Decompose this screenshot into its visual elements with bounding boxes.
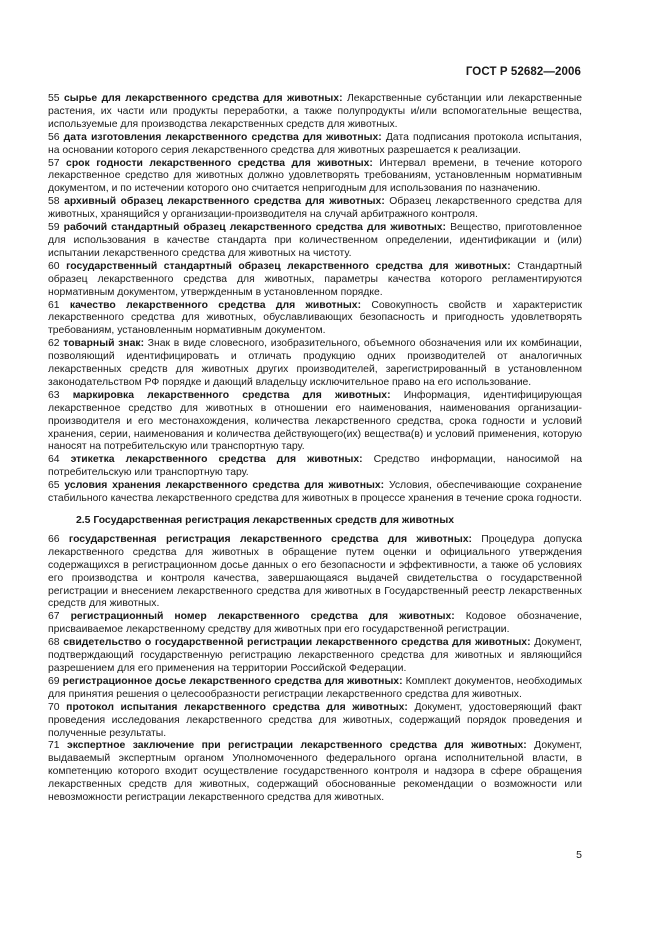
term-definition: Интервал времени, в течение которого лекарственное средство для животных должно удовлетворять требованиям, установленным нормативным документом, и по истечении которого оно считается непригодным для использования по назначению. <box>48 157 582 195</box>
term-name: качество лекарственного средства для животных: <box>69 299 362 311</box>
section-title: 2.5 Государственная регистрация лекарственных средств для животных <box>76 515 454 526</box>
term-definition: Вещество, приготовленное для использования в качестве стандарта при количественном определении, идентификации и (или) испытании лекарственного средства для животных на чистоту. <box>48 222 582 259</box>
term-name: рабочий стандартный образец лекарственного средства для животных: <box>63 222 446 234</box>
term-number: 62 <box>48 338 60 350</box>
terms-list-a <box>48 93 582 506</box>
term-number: 56 <box>48 131 60 143</box>
term-number: 71 <box>48 740 60 752</box>
term-name: государственный стандартный образец лекарственного средства для животных: <box>66 260 511 272</box>
term-definition: Комплект документов, необходимых для принятия решения о целесообразности регистрации лекарственного средства для животных. <box>48 675 583 700</box>
term-entry <box>48 454 582 480</box>
term-entry <box>48 702 582 741</box>
term-name: регистрационный номер лекарственного средства для животных: <box>70 611 455 623</box>
term-name: сырье для лекарственного средства для животных: <box>64 93 343 104</box>
term-number: 58 <box>48 196 60 208</box>
term-entry <box>48 740 582 805</box>
term-number: 69 <box>48 675 60 687</box>
term-number: 70 <box>48 701 60 713</box>
term-number: 66 <box>48 533 60 545</box>
term-number: 60 <box>48 260 60 272</box>
term-definition: Кодовое обозначение, присваиваемое лекарственному средству для животных при его государственной регистрации. <box>48 611 582 636</box>
term-definition: Документ, удостоверяющий факт проведения исследования лекарственного средства для животных, содержащий порядок проведения и полученные результаты. <box>48 701 582 739</box>
term-name: условия хранения лекарственного средства для животных: <box>64 480 385 492</box>
terms-content <box>48 93 582 805</box>
term-number: 68 <box>48 637 60 649</box>
term-definition: Документ, подтверждающий государственную регистрацию лекарственного средства для животных и являющийся разрешением для его применения на территории Российской Федерации. <box>48 637 583 674</box>
term-name: дата изготовления лекарственного средства для животных: <box>63 131 382 143</box>
term-entry <box>48 611 582 637</box>
term-definition: Стандартный образец лекарственного средства для животных, параметры качества которого регламентируются нормативным документом, утвержденным в установленном порядке. <box>48 260 583 298</box>
term-definition: Совокупность свойств и характеристик лекарственного средства для животных, обуславливающих безопасность и пригодность удовлетворять требованиям, установленным нормативным документом. <box>48 299 583 337</box>
term-entry <box>48 534 582 611</box>
term-number: 63 <box>48 389 60 401</box>
term-entry <box>48 132 582 158</box>
term-definition: Лекарственные субстанции или лекарственные растения, их части или продукты переработки, а также полупродукты и/или вспомогательные вещества, используемые для производства лекарственных средств для животных. <box>48 93 583 130</box>
term-definition: Знак в виде словесного, изобразительного, объемного обозначения или их комбинации, позволяющий идентифицировать и отличать продукцию одних производителей от аналогичных лекарственных средств для животных других производителей, зарегистрированный в установленном законодательством РФ порядке и дающий владельцу исключительное право на его использование. <box>48 338 582 388</box>
document-code: ГОСТ Р 52682—2006 <box>465 66 581 78</box>
term-name: экспертное заключение при регистрации лекарственного средства для животных: <box>66 740 527 752</box>
term-entry <box>48 93 582 132</box>
term-entry <box>48 480 582 506</box>
term-name: этикетка лекарственного средства для животных: <box>70 454 363 466</box>
term-name: архивный образец лекарственного средства для животных: <box>64 196 385 208</box>
term-entry <box>48 300 582 339</box>
term-number: 64 <box>48 454 60 466</box>
term-name: государственная регистрация лекарственного средства для животных: <box>68 533 472 545</box>
term-definition: Условия, обеспечивающие сохранение стабильного качества лекарственного средства для животных в процессе хранения в течение срока годности. <box>48 480 583 505</box>
term-definition: Средство информации, наносимой на потребительскую или транспортную тару. <box>48 454 582 479</box>
term-name: протокол испытания лекарственного средства для животных: <box>66 701 408 713</box>
term-name: свидетельство о государственной регистрации лекарственного средства для животных: <box>63 637 531 649</box>
term-number: 57 <box>48 157 60 169</box>
term-number: 61 <box>48 299 60 311</box>
term-definition: Образец лекарственного средства для животных, хранящийся у организации-производителя на случай арбитражного контроля. <box>48 196 582 221</box>
term-number: 65 <box>48 480 60 492</box>
term-name: регистрационное досье лекарственного средства для животных: <box>62 675 403 687</box>
term-entry <box>48 676 582 702</box>
term-entry <box>48 338 582 390</box>
term-number: 67 <box>48 611 60 623</box>
term-entry <box>48 637 582 676</box>
term-entry <box>48 196 582 222</box>
term-definition: Дата подписания протокола испытания, на основании которого серия лекарственного средства для животных разрешается к реализации. <box>48 131 582 156</box>
term-entry <box>48 261 582 300</box>
page-number: 5 <box>576 849 582 861</box>
term-name: срок годности лекарственного средства для животных: <box>66 157 373 169</box>
term-definition: Документ, выдаваемый экспертным органом Уполномоченного федерального органа исполнительной власти, в компетенцию которого входит осуществление государственного контроля и надзора в сфере обращения лекарственных средств для животных, содержащий обоснованные рекомендации о возможности или невозможности регистрации лекарственного средства для животных. <box>48 740 582 804</box>
term-definition: Процедура допуска лекарственного средства для животных в обращение путем оценки и официального утверждения содержащихся в регистрационном досье данных о его безопасности и эффективности, а также об условиях его производства и контроля качества, завершающаяся выдачей свидетельства о государственной регистрации и внесением лекарственного средства для животных в Государственный реестр лекарственных средств для животных. <box>48 533 583 610</box>
term-entry <box>48 390 582 455</box>
term-definition: Информация, идентифицирующая лекарственное средство для животных в отношении его наименования, наименования организации-производителя и его местонахождения, количества лекарственного средства, срока годности и условий хранения, серии, наименования и количества действующего(их) вещества(в) и условий применения, которую наносят на потребительскую или транспортную тару. <box>48 389 582 453</box>
term-name: маркировка лекарственного средства для животных: <box>72 389 391 401</box>
term-entry <box>48 222 582 261</box>
term-number: 55 <box>48 93 60 104</box>
term-entry <box>48 158 582 197</box>
terms-list-b <box>48 534 582 805</box>
term-name: товарный знак: <box>63 338 145 350</box>
term-number: 59 <box>48 222 60 234</box>
